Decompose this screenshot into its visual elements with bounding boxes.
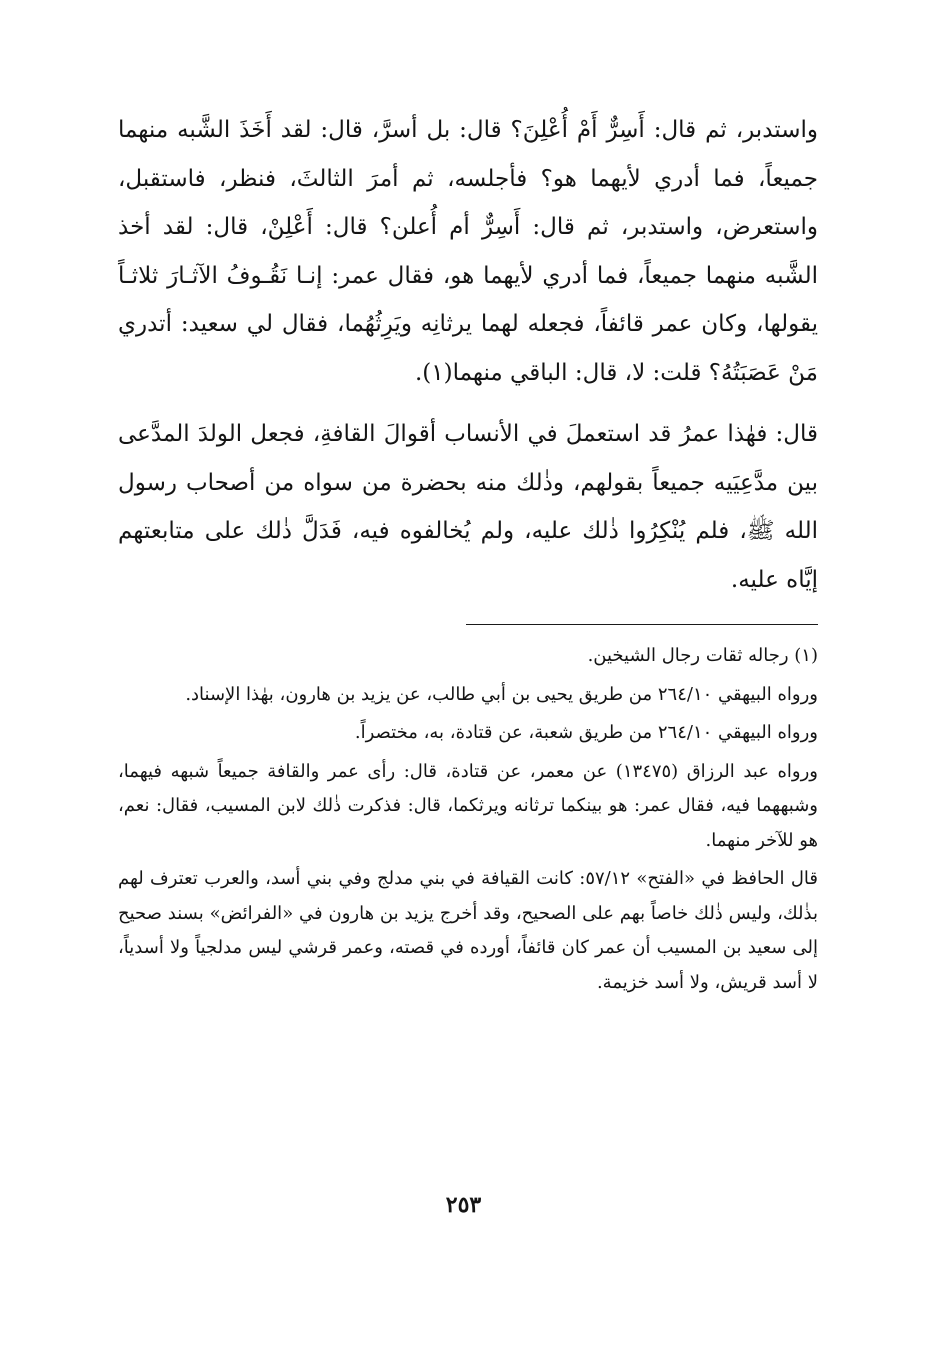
footnote-4: ورواه عبد الرزاق (١٣٤٧٥) عن معمر، عن قتادة، قال: رأى عمر والقافة جميعاً شبهه فيهما، وشبههما فيه، فقال عمر: هو بينكما ترثانه ويرثكما، قال: فذكرت ذٰلك لابن المسيب، فقال: نعم، هو للآخر منهما. — [118, 760, 818, 851]
footnote-5: قال الحافظ في «الفتح» ٥٧/١٢: كانت القيافة في بني مدلج وفي بني أسد، والعرب تعترف لهم بذٰلك، وليس ذٰلك خاصاً بهم على الصحيح، وقد أخرج يزيد بن هارون في «الفرائض» بسند صحيح إلى سعيد بن المسيب أن عمر كان قائفاً، أورده في قصته، وعمر قرشي ليس مدلجياً ولا أسدياً، لا أسد قريش، ولا أسد خزيمة. — [118, 868, 818, 993]
main-paragraph-2: قال: فهٰذا عمرُ قد استعملَ في الأنساب أقوالَ القافةِ، فجعل الولدَ المدَّعى بين مدَّعِيَيه جميعاً بقولهم، وذٰلك منه بحضرة من سواه من أصحاب رسول الله ﷺ، فلم يُنْكِرُوا ذٰلك عليه، ولم يُخالفوه فيه، فَدَلَّ ذٰلك على متابعتهم إيَّاه عليه. — [118, 421, 818, 593]
main-text — [118, 106, 818, 604]
main-paragraph-1: واستدبر، ثم قال: أَسِرٌّ أَمْ أُعْلِنَ؟ قال: بل أسرَّ، قال: لقد أَخَذَ الشَّبه منهما جميعاً، فما أدري لأيهما هو؟ فأجلسه، ثم أمرَ الثالثَ، فنظر، فاستقبل، واستعرض، واستدبر، ثم قال: أَسِرٌّ أم أُعلن؟ قال: أَعْلِنْ، قال: لقد أخذ الشَّبه منهما جميعاً، فما أدري لأيهما هو، فقال عمر: إنـا نَقُـوفُ الآثـارَ ثلاثـاً يقولها، وكان عمر قائفاً، فجعله لهما يرثانِه ويَرِثُهُما، فقال لي سعيد: أتدري مَنْ عَصَبَتُهُ؟ قلت: لا، قال: الباقي منهما(١). — [118, 117, 818, 386]
footnote-separator — [466, 624, 818, 625]
footnote-3: ورواه البيهقي ٢٦٤/١٠ من طريق شعبة، عن قتادة، به، مختصراً. — [354, 722, 818, 743]
footnote-1: (١) رجاله ثقات رجال الشيخين. — [587, 645, 818, 666]
footnotes — [118, 639, 818, 1000]
page-number: ٢٥٣ — [445, 1192, 482, 1218]
page-body — [118, 106, 818, 1000]
footnote-2: ورواه البيهقي ٢٦٤/١٠ من طريق يحيى بن أبي طالب، عن يزيد بن هارون، بهٰذا الإسناد. — [185, 683, 818, 705]
